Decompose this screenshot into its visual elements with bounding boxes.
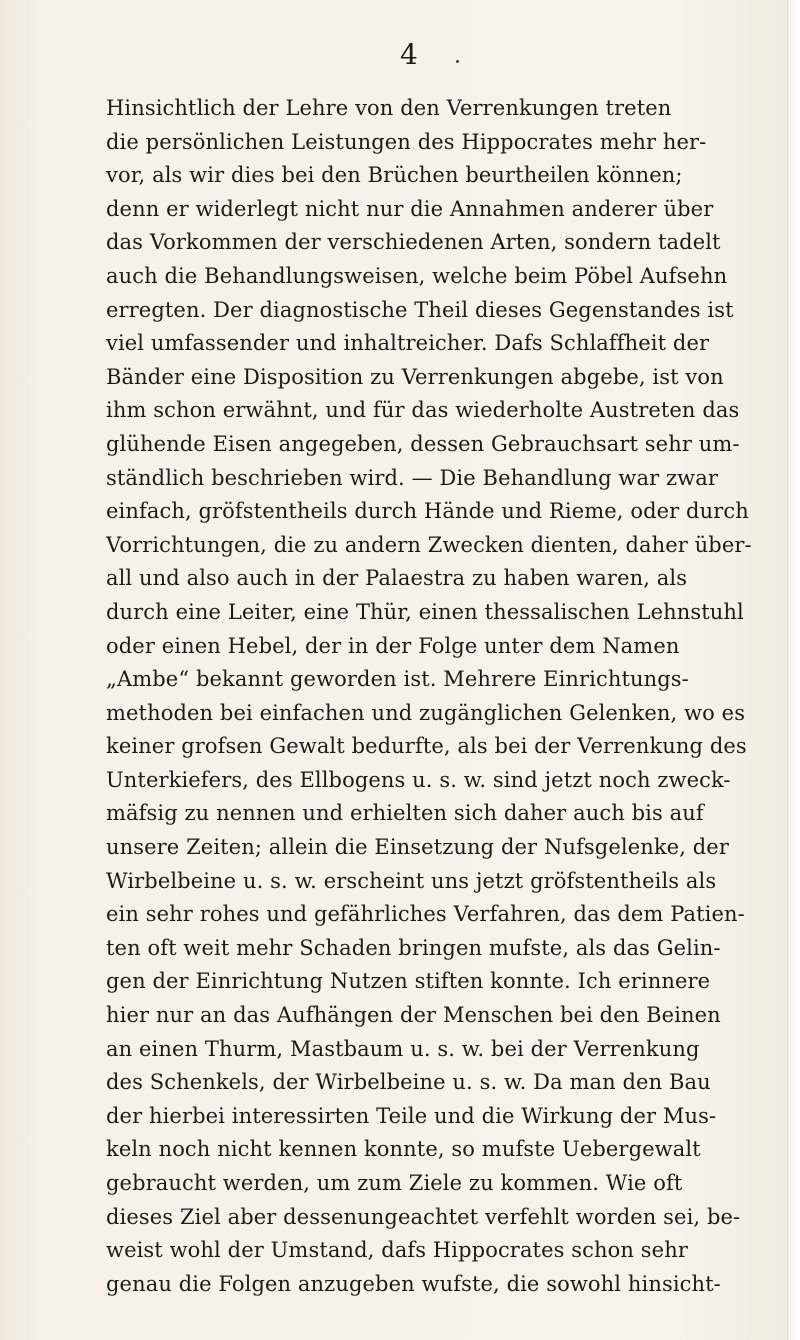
text-line: hier nur an das Aufhängen der Menschen bei den Beinen — [106, 1003, 721, 1028]
text-line: ihm schon erwähnt, und für das wiederholte Austreten das — [106, 398, 740, 423]
text-line: mäfsig zu nennen und erhielten sich daher auch bis auf — [106, 801, 704, 826]
page-right-edge — [787, 0, 800, 1340]
text-line: Bänder eine Disposition zu Verrenkungen abgebe, ist von — [106, 364, 724, 389]
text-line: Wirbelbeine u. s. w. erscheint uns jetzt gröfstentheils als — [106, 868, 717, 893]
body-text — [106, 92, 796, 1301]
text-line: auch die Behandlungsweisen, welche beim Pöbel Aufsehn — [106, 263, 728, 288]
text-line: keiner grofsen Gewalt bedurfte, als bei der Verrenkung des — [106, 734, 747, 759]
text-line: keln noch nicht kennen konnte, so mufste Uebergewalt — [106, 1137, 701, 1162]
text-line: denn er widerlegt nicht nur die Annahmen anderer über — [106, 196, 714, 221]
page-dot-mark — [456, 60, 459, 63]
text-line: durch eine Leiter, eine Thür, einen thessalischen Lehnstuhl — [106, 599, 744, 624]
text-line: viel umfassender und inhaltreicher. Dafs Schlaffheit der — [106, 331, 710, 356]
text-line: erregten. Der diagnostische Theil dieses Gegenstandes ist — [106, 297, 734, 322]
text-line: unsere Zeiten; allein die Einsetzung der Nufsgelenke, der — [106, 835, 729, 860]
text-line: ständlich beschrieben wird. — Die Behandlung war zwar — [106, 465, 719, 490]
text-line: vor, als wir dies bei den Brüchen beurtheilen können; — [106, 163, 683, 188]
text-line: einfach, gröfstentheils durch Hände und Rieme, oder durch — [106, 499, 749, 524]
text-line: der hierbei interessirten Teile und die Wirkung der Mus- — [106, 1103, 717, 1128]
page-number: 4 — [400, 38, 418, 71]
text-line: all und also auch in der Palaestra zu haben waren, als — [106, 566, 688, 591]
text-line: gen der Einrichtung Nutzen stiften konnte. Ich erinnere — [106, 969, 711, 994]
text-line: gebraucht werden, um zum Ziele zu kommen. Wie oft — [106, 1171, 683, 1195]
text-line: das Vorkommen der verschiedenen Arten, sondern tadelt — [106, 230, 721, 255]
text-line: ten oft weit mehr Schaden bringen mufste, als das Gelin- — [106, 935, 721, 960]
text-line: genau die Folgen anzugeben wufste, die sowohl hinsicht- — [106, 1271, 721, 1296]
text-line: Hinsichtlich der Lehre von den Verrenkungen treten — [106, 96, 672, 120]
text-line: glühende Eisen angegeben, dessen Gebrauchsart sehr um- — [106, 431, 740, 456]
text-line: „Ambe“ bekannt geworden ist. Mehrere Einrichtungs- — [106, 667, 689, 692]
text-line: Unterkiefers, des Ellbogens u. s. w. sind jetzt noch zweck- — [106, 767, 731, 792]
text-line: an einen Thurm, Mastbaum u. s. w. bei der Verrenkung — [106, 1036, 700, 1061]
text-line: dieses Ziel aber dessenungeachtet verfehlt worden sei, be- — [106, 1204, 741, 1229]
text-line: weist wohl der Umstand, dafs Hippocrates schon sehr — [106, 1238, 688, 1263]
text-line: oder einen Hebel, der in der Folge unter dem Namen — [106, 633, 680, 658]
text-line: Vorrichtungen, die zu andern Zwecken dienten, daher über- — [106, 532, 752, 557]
text-line: des Schenkels, der Wirbelbeine u. s. w. Da man den Bau — [106, 1070, 711, 1095]
text-line: ein sehr rohes und gefährliches Verfahren, das dem Patien- — [106, 902, 745, 927]
text-line: die persönlichen Leistungen des Hippocrates mehr her- — [106, 129, 707, 154]
text-line: methoden bei einfachen und zugänglichen Gelenken, wo es — [106, 700, 746, 725]
